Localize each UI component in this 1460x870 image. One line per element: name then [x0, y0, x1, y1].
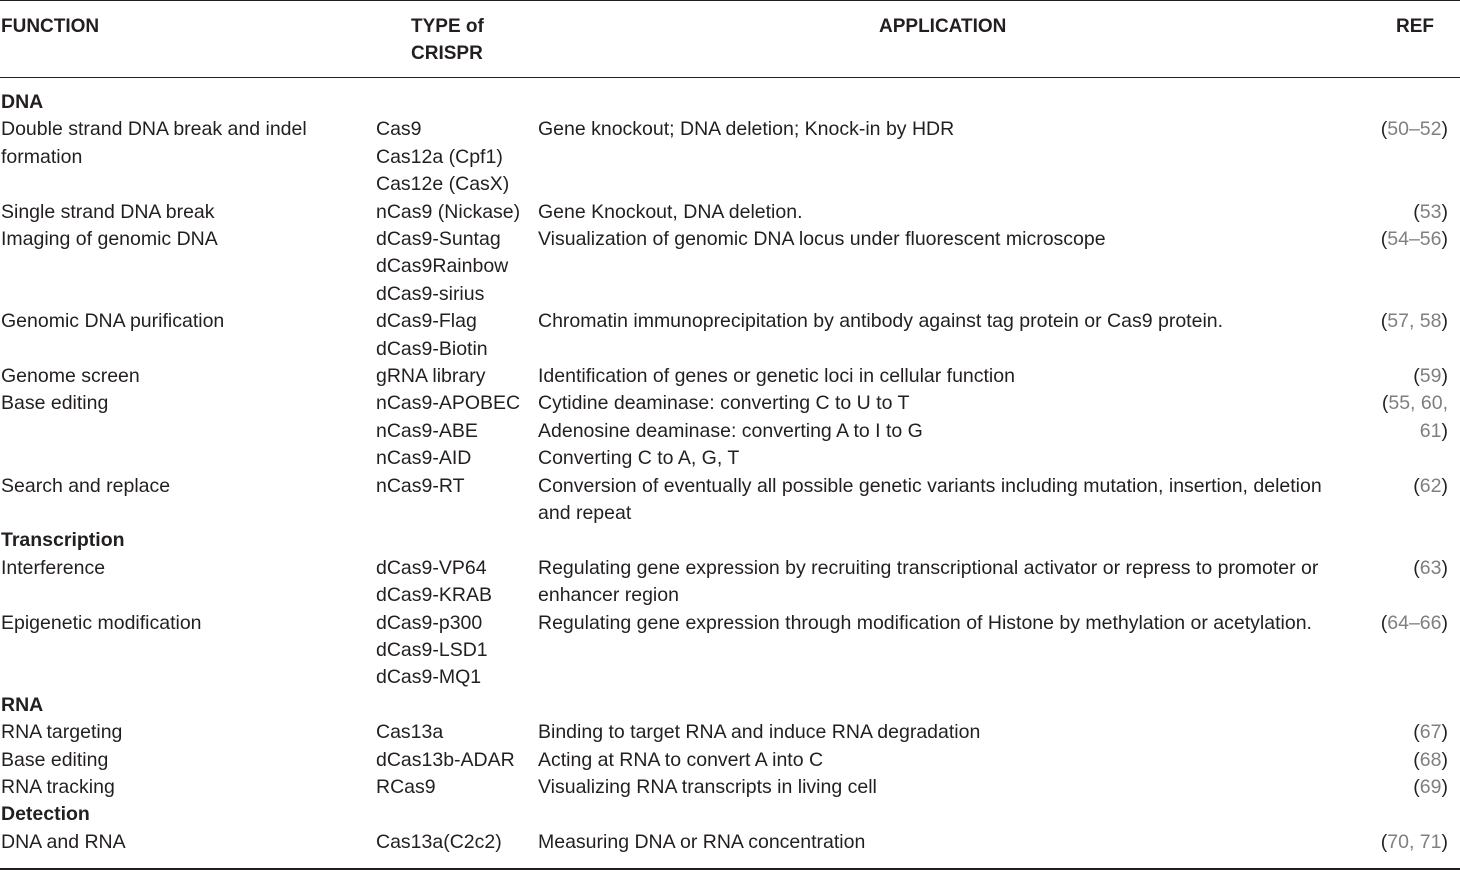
- crispr-type-cell-line: nCas9-ABE: [376, 419, 478, 442]
- application-cell: [538, 199, 1338, 226]
- function-cell-line: Interference: [1, 556, 106, 579]
- ref-line: [1358, 308, 1448, 335]
- application-cell-line: Visualization of genomic DNA locus under fluorescent microscope: [538, 228, 1106, 250]
- ref-paren: (: [1413, 748, 1420, 771]
- function-cell: [1, 116, 361, 171]
- application-cell-line: and repeat: [538, 502, 632, 524]
- application-cell: [538, 555, 1338, 610]
- ref-cell: [1358, 390, 1448, 445]
- ref-number: 64–66: [1387, 611, 1442, 634]
- application-cell-line: Regulating gene expression by recruiting transcriptional activator or repress to promoter or: [538, 556, 1319, 579]
- ref-line: [1358, 390, 1448, 417]
- application-cell: [538, 774, 1338, 801]
- crispr-type-cell: [376, 390, 526, 472]
- ref-line: [1358, 774, 1448, 801]
- crispr-type-cell-line: dCas9-p300: [376, 611, 483, 634]
- crispr-type-cell-line: gRNA library: [376, 365, 486, 387]
- header-type-line1: TYPE of: [411, 16, 484, 37]
- header-ref: REF: [1396, 16, 1434, 37]
- function-cell: [1, 774, 361, 801]
- application-cell-line: Conversion of eventually all possible genetic variants including mutation, insertion, deletion: [538, 474, 1322, 497]
- ref-number: 68: [1419, 748, 1442, 771]
- crispr-type-cell-line: dCas9-MQ1: [376, 666, 482, 689]
- ref-paren: ): [1441, 200, 1448, 223]
- crispr-type-cell-line: Cas9: [376, 118, 422, 141]
- application-cell: [538, 226, 1338, 253]
- function-cell: [1, 747, 361, 774]
- ref-cell: [1358, 363, 1448, 390]
- ref-number: 63: [1419, 556, 1442, 579]
- ref-line: [1358, 747, 1448, 774]
- ref-paren: (: [1413, 776, 1420, 798]
- ref-paren: (: [1380, 118, 1388, 141]
- ref-number: 69: [1419, 776, 1442, 798]
- ref-paren: (: [1380, 228, 1388, 250]
- ref-line: [1358, 473, 1448, 500]
- ref-paren: ): [1441, 776, 1448, 798]
- ref-number: 62: [1419, 474, 1442, 497]
- function-cell: [1, 308, 361, 335]
- application-cell-line: Chromatin immunoprecipitation by antibody against tag protein or Cas9 protein.: [538, 310, 1224, 333]
- function-cell-line: Double strand DNA break and indel: [1, 118, 307, 141]
- function-cell: [1, 363, 361, 390]
- crispr-type-cell: [376, 774, 526, 801]
- ref-number: 67: [1419, 721, 1442, 744]
- header-bottom-rule: [0, 77, 1460, 78]
- application-cell-line: Visualizing RNA transcripts in living cell: [538, 776, 877, 798]
- crispr-type-cell-line: RCas9: [376, 776, 436, 798]
- function-cell: [1, 199, 361, 226]
- application-cell: [538, 473, 1338, 528]
- function-cell-line: Single strand DNA break: [1, 200, 215, 223]
- ref-paren: ): [1441, 611, 1448, 634]
- crispr-type-cell: [376, 363, 526, 390]
- crispr-type-cell-line: dCas9-Flag: [376, 310, 477, 333]
- ref-paren: ): [1441, 721, 1448, 744]
- application-cell-line: Cytidine deaminase: converting C to U to T: [538, 392, 910, 415]
- section-label: Detection: [1, 803, 90, 826]
- ref-paren: ): [1441, 118, 1448, 141]
- ref-cell: [1358, 719, 1448, 746]
- function-cell-line: formation: [1, 145, 83, 168]
- crispr-type-cell-line: Cas13a: [376, 721, 444, 744]
- header-type-line2: CRISPR: [411, 43, 483, 64]
- crispr-type-cell: [376, 610, 526, 692]
- ref-number: 55, 60,: [1388, 392, 1448, 415]
- function-cell: [1, 719, 361, 746]
- ref-number: 57, 58: [1387, 310, 1442, 333]
- crispr-type-cell-line: nCas9-AID: [376, 447, 472, 470]
- application-cell: [538, 363, 1338, 390]
- ref-cell: [1358, 610, 1448, 637]
- function-cell: [1, 555, 361, 582]
- ref-cell: [1358, 473, 1448, 500]
- ref-paren: ): [1441, 474, 1448, 497]
- ref-paren: (: [1380, 830, 1388, 853]
- ref-paren: ): [1441, 310, 1448, 333]
- crispr-type-cell-line: dCas13b-ADAR: [376, 748, 515, 771]
- ref-paren: (: [1413, 474, 1420, 497]
- ref-number: 54–56: [1387, 228, 1442, 250]
- application-cell: [538, 719, 1338, 746]
- ref-paren: (: [1413, 556, 1420, 579]
- ref-paren: (: [1413, 365, 1420, 387]
- ref-cell: [1358, 308, 1448, 335]
- ref-paren: ): [1441, 556, 1448, 579]
- function-cell: [1, 829, 361, 856]
- application-cell-line: Gene knockout; DNA deletion; Knock-in by HDR: [538, 118, 955, 141]
- section-label: Transcription: [1, 529, 125, 552]
- application-cell: [538, 610, 1338, 637]
- ref-cell: [1358, 199, 1448, 226]
- header-type: [411, 13, 484, 67]
- ref-paren: ): [1441, 419, 1448, 442]
- crispr-type-cell-line: nCas9-RT: [376, 474, 465, 497]
- ref-paren: ): [1441, 830, 1448, 853]
- crispr-type-cell-line: dCas9Rainbow: [376, 255, 509, 278]
- ref-paren: ): [1441, 228, 1448, 250]
- function-cell-line: Genomic DNA purification: [1, 310, 225, 333]
- function-cell-line: DNA and RNA: [1, 830, 126, 853]
- crispr-type-cell: [376, 473, 526, 500]
- function-cell-line: Genome screen: [1, 365, 140, 387]
- application-cell-line: Binding to target RNA and induce RNA degradation: [538, 721, 981, 744]
- crispr-type-cell: [376, 308, 526, 363]
- ref-paren: (: [1413, 200, 1420, 223]
- crispr-type-cell: [376, 116, 526, 198]
- ref-cell: [1358, 116, 1448, 143]
- crispr-type-cell: [376, 199, 526, 226]
- ref-line: [1358, 199, 1448, 226]
- ref-paren: (: [1380, 310, 1388, 333]
- ref-line: [1358, 555, 1448, 582]
- ref-cell: [1358, 747, 1448, 774]
- crispr-type-cell: [376, 747, 526, 774]
- application-cell: [538, 116, 1338, 143]
- application-cell-line: Gene Knockout, DNA deletion.: [538, 200, 803, 223]
- ref-line: [1358, 610, 1448, 637]
- crispr-type-cell: [376, 719, 526, 746]
- function-cell: [1, 610, 361, 637]
- application-cell-line: Acting at RNA to convert A into C: [538, 748, 824, 771]
- crispr-type-cell-line: nCas9-APOBEC: [376, 392, 521, 415]
- header-function: FUNCTION: [1, 16, 100, 37]
- table-top-rule: [0, 0, 1460, 1]
- function-cell-line: RNA targeting: [1, 721, 123, 744]
- ref-line: [1358, 116, 1448, 143]
- crispr-type-cell-line: dCas9-VP64: [376, 556, 487, 579]
- application-cell: [538, 747, 1338, 774]
- ref-paren: (: [1381, 392, 1389, 415]
- ref-number: 61: [1419, 419, 1442, 442]
- crispr-type-cell-line: dCas9-sirius: [376, 282, 485, 305]
- function-cell-line: Epigenetic modification: [1, 611, 202, 634]
- ref-number: 70, 71: [1387, 830, 1442, 853]
- function-cell-line: Imaging of genomic DNA: [1, 228, 218, 250]
- function-cell: [1, 390, 361, 417]
- ref-paren: (: [1380, 611, 1388, 634]
- function-cell-line: Base editing: [1, 748, 109, 771]
- ref-paren: ): [1441, 365, 1448, 387]
- ref-number: 50–52: [1387, 118, 1442, 141]
- application-cell-line: Measuring DNA or RNA concentration: [538, 830, 866, 853]
- section-label: DNA: [1, 91, 44, 113]
- ref-line: [1358, 226, 1448, 253]
- function-cell-line: Search and replace: [1, 474, 171, 497]
- crispr-type-cell-line: dCas9-LSD1: [376, 639, 488, 661]
- ref-number: 59: [1419, 365, 1442, 387]
- ref-cell: [1358, 829, 1448, 856]
- ref-paren: ): [1441, 748, 1448, 771]
- header-application: APPLICATION: [879, 16, 1007, 37]
- application-cell-line: Adenosine deaminase: converting A to I to G: [538, 419, 923, 442]
- crispr-type-cell: [376, 226, 526, 308]
- application-cell-line: Regulating gene expression through modification of Histone by methylation or acetylation.: [538, 611, 1312, 634]
- function-cell: [1, 473, 361, 500]
- function-cell: [1, 226, 361, 253]
- application-cell-line: Identification of genes or genetic loci in cellular function: [538, 365, 1015, 387]
- ref-cell: [1358, 774, 1448, 801]
- ref-line: [1358, 719, 1448, 746]
- crispr-type-cell-line: dCas9-Biotin: [376, 337, 488, 360]
- ref-cell: [1358, 226, 1448, 253]
- crispr-type-cell-line: nCas9 (Nickase): [376, 200, 521, 223]
- function-cell-line: Base editing: [1, 392, 109, 415]
- ref-paren: (: [1413, 721, 1420, 744]
- ref-cell: [1358, 555, 1448, 582]
- ref-line: [1358, 829, 1448, 856]
- ref-line: [1358, 418, 1448, 445]
- crispr-type-cell: [376, 555, 526, 610]
- crispr-type-cell-line: Cas12a (Cpf1): [376, 145, 503, 168]
- application-cell-line: enhancer region: [538, 584, 679, 607]
- crispr-type-cell-line: Cas13a(C2c2): [376, 830, 502, 853]
- crispr-type-cell-line: Cas12e (CasX): [376, 173, 510, 196]
- application-cell: [538, 829, 1338, 856]
- ref-line: [1358, 363, 1448, 390]
- application-cell-line: Converting C to A, G, T: [538, 447, 740, 470]
- crispr-type-cell: [376, 829, 526, 856]
- crispr-type-cell-line: dCas9-KRAB: [376, 584, 492, 607]
- application-cell: [538, 308, 1338, 335]
- crispr-type-cell-line: dCas9-Suntag: [376, 228, 501, 250]
- ref-number: 53: [1419, 200, 1442, 223]
- function-cell-line: RNA tracking: [1, 776, 115, 798]
- section-label: RNA: [1, 693, 44, 716]
- application-cell: [538, 390, 1338, 472]
